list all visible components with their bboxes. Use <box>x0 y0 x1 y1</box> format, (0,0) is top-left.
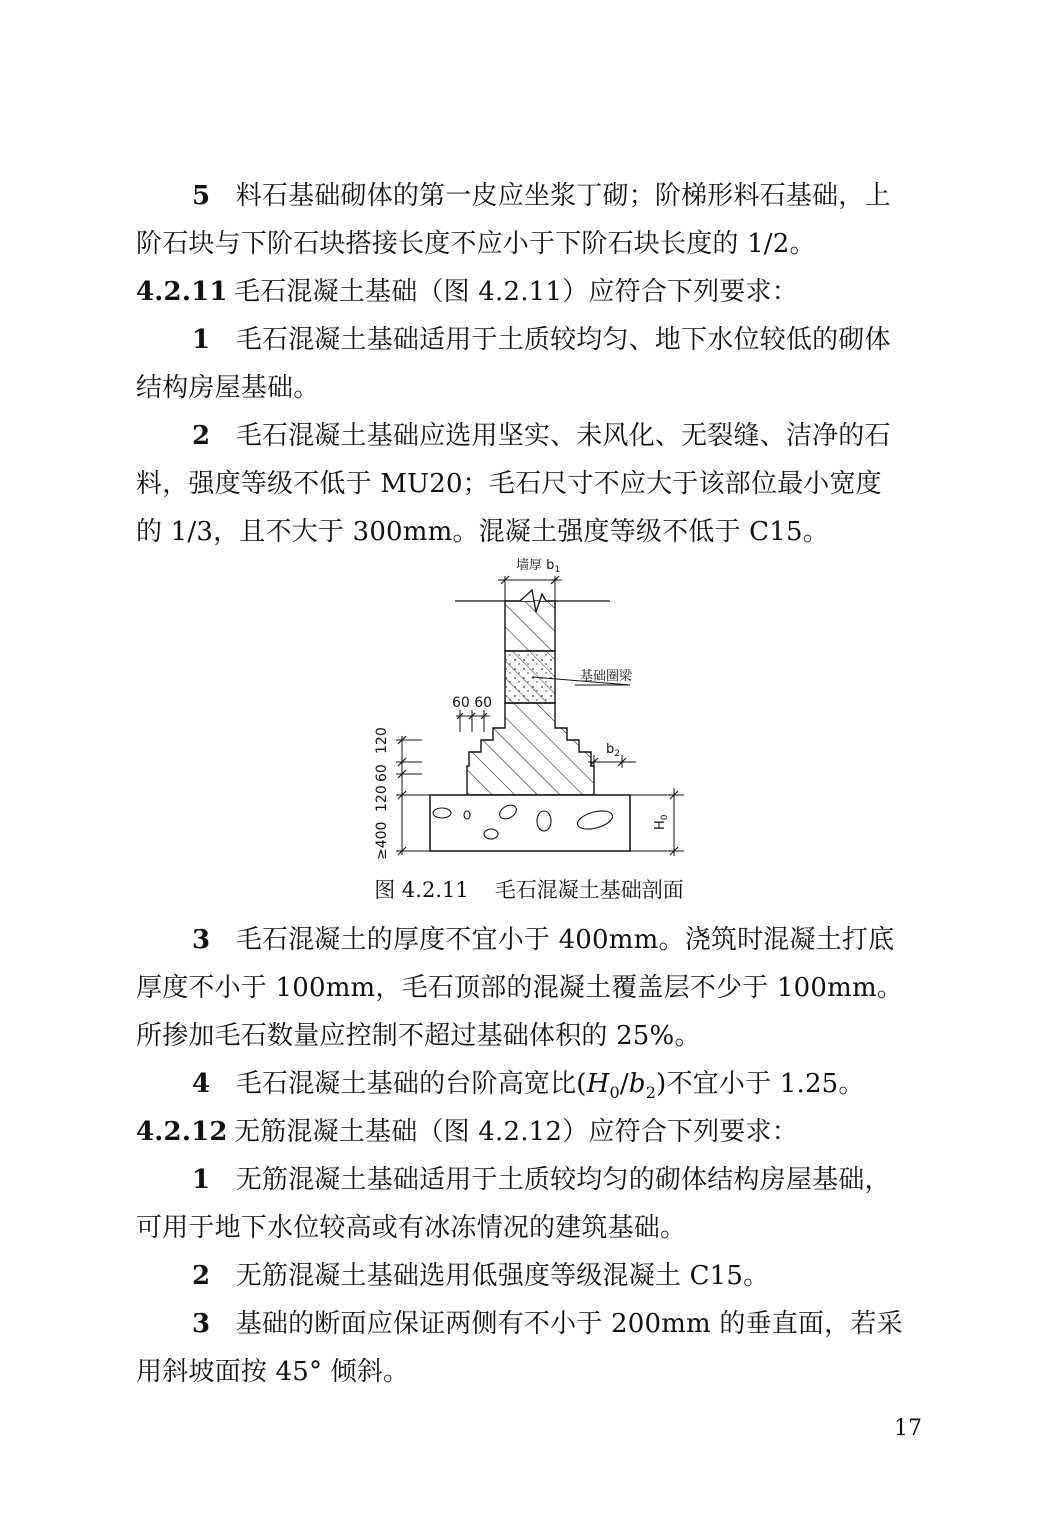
paragraph-text: 阶石块与下阶石块搭接长度不应小于下阶石块长度的 1/2。 <box>136 229 816 259</box>
dim-120-bottom: 120 <box>374 785 390 812</box>
paragraph-text: 基础的断面应保证两侧有不小于 200mm 的垂直面，若采 <box>235 1309 903 1339</box>
paragraph-1-cont <box>136 364 926 412</box>
page-number: 17 <box>894 1416 922 1441</box>
paragraph-text: 毛石混凝土基础应选用坚实、未风化、无裂缝、洁净的石 <box>235 421 891 451</box>
paragraph-2 <box>136 412 982 460</box>
paragraph-text: 的 1/3，且不大于 300mm。混凝土强度等级不低于 C15。 <box>136 517 829 547</box>
label-step-width: 60 60 <box>452 695 493 711</box>
symbol-h-sub: 0 <box>609 1083 620 1103</box>
symbol-h: H <box>586 1069 610 1099</box>
item-number: 1 <box>192 1165 211 1195</box>
dim-120-top: 120 <box>374 727 390 754</box>
paragraph-text: 可用于地下水位较高或有冰冻情况的建筑基础。 <box>136 1213 687 1243</box>
section-4-2-11 <box>136 268 926 316</box>
item-number: 2 <box>192 421 211 451</box>
section-number: 4.2.11 <box>136 277 228 307</box>
paragraph-3 <box>136 916 982 964</box>
paragraph-text: 毛石混凝土的厚度不宜小于 400mm。浇筑时混凝土打底 <box>235 925 895 955</box>
section-heading: 毛石混凝土基础（图 4.2.11）应符合下列要求： <box>234 277 798 307</box>
paragraph-text-post: )不宜小于 1.25。 <box>656 1069 865 1099</box>
section-heading: 无筋混凝土基础（图 4.2.12）应符合下列要求： <box>234 1117 798 1147</box>
paragraph-2-cont <box>136 460 926 508</box>
label-wall-thickness: 墙厚 $b_1$ <box>516 558 561 575</box>
paragraph-text: 无筋混凝土基础适用于土质较均匀的砌体结构房屋基础， <box>235 1165 891 1195</box>
figure-4-2-11 <box>360 550 700 870</box>
paragraph-text: 用斜坡面按 45° 倾斜。 <box>136 1357 410 1387</box>
paragraph-text-pre: 毛石混凝土基础的台阶高宽比( <box>235 1069 587 1099</box>
item-number: 3 <box>192 925 211 955</box>
figure-number: 图 4.2.11 <box>374 878 469 902</box>
paragraph-q3 <box>136 1300 982 1348</box>
item-number: 5 <box>192 181 211 211</box>
paragraph-text: 料石基础砌体的第一皮应坐浆丁砌；阶梯形料石基础，上 <box>235 181 891 211</box>
symbol-b: b <box>628 1069 646 1099</box>
paragraph-5 <box>136 172 982 220</box>
symbol-slash: / <box>619 1069 629 1099</box>
paragraph-1 <box>136 316 982 364</box>
paragraph-text: 结构房屋基础。 <box>136 373 320 403</box>
label-b2: $b_2$ <box>606 742 620 759</box>
paragraph-q1 <box>136 1156 982 1204</box>
section-4-2-12 <box>136 1108 926 1156</box>
item-number: 4 <box>192 1069 211 1099</box>
item-number: 2 <box>192 1261 211 1291</box>
foundation-section-diagram <box>360 550 700 870</box>
paragraph-5-cont <box>136 220 926 268</box>
symbol-b-sub: 2 <box>645 1083 657 1103</box>
figure-caption <box>0 874 1058 906</box>
label-foundation-ring-beam: 基础圈梁 <box>580 669 633 684</box>
label-h0: $H_0$ <box>653 814 670 830</box>
paragraph-text: 毛石混凝土基础适用于土质较均匀、地下水位较低的砌体 <box>235 325 891 355</box>
item-number: 1 <box>192 325 211 355</box>
section-number: 4.2.12 <box>136 1117 228 1147</box>
paragraph-text: 厚度不小于 100mm，毛石顶部的混凝土覆盖层不少于 100mm。 <box>136 973 903 1003</box>
paragraph-q2 <box>136 1252 982 1300</box>
paragraph-q1-cont <box>136 1204 926 1252</box>
dim-60: 60 <box>374 764 390 782</box>
paragraph-text: 无筋混凝土基础选用低强度等级混凝土 C15。 <box>235 1261 770 1291</box>
paragraph-3-cont2 <box>136 1012 926 1060</box>
item-number: 3 <box>192 1309 211 1339</box>
paragraph-2-cont2 <box>136 508 926 556</box>
figure-title: 毛石混凝土基础剖面 <box>494 878 684 902</box>
paragraph-3-cont <box>136 964 926 1012</box>
paragraph-text: 料，强度等级不低于 MU20；毛石尺寸不应大于该部位最小宽度 <box>136 469 882 499</box>
dim-min-400: ≥400 <box>374 821 390 860</box>
paragraph-q3-cont <box>136 1348 926 1396</box>
paragraph-text: 所掺加毛石数量应控制不超过基础体积的 25%。 <box>136 1021 701 1051</box>
